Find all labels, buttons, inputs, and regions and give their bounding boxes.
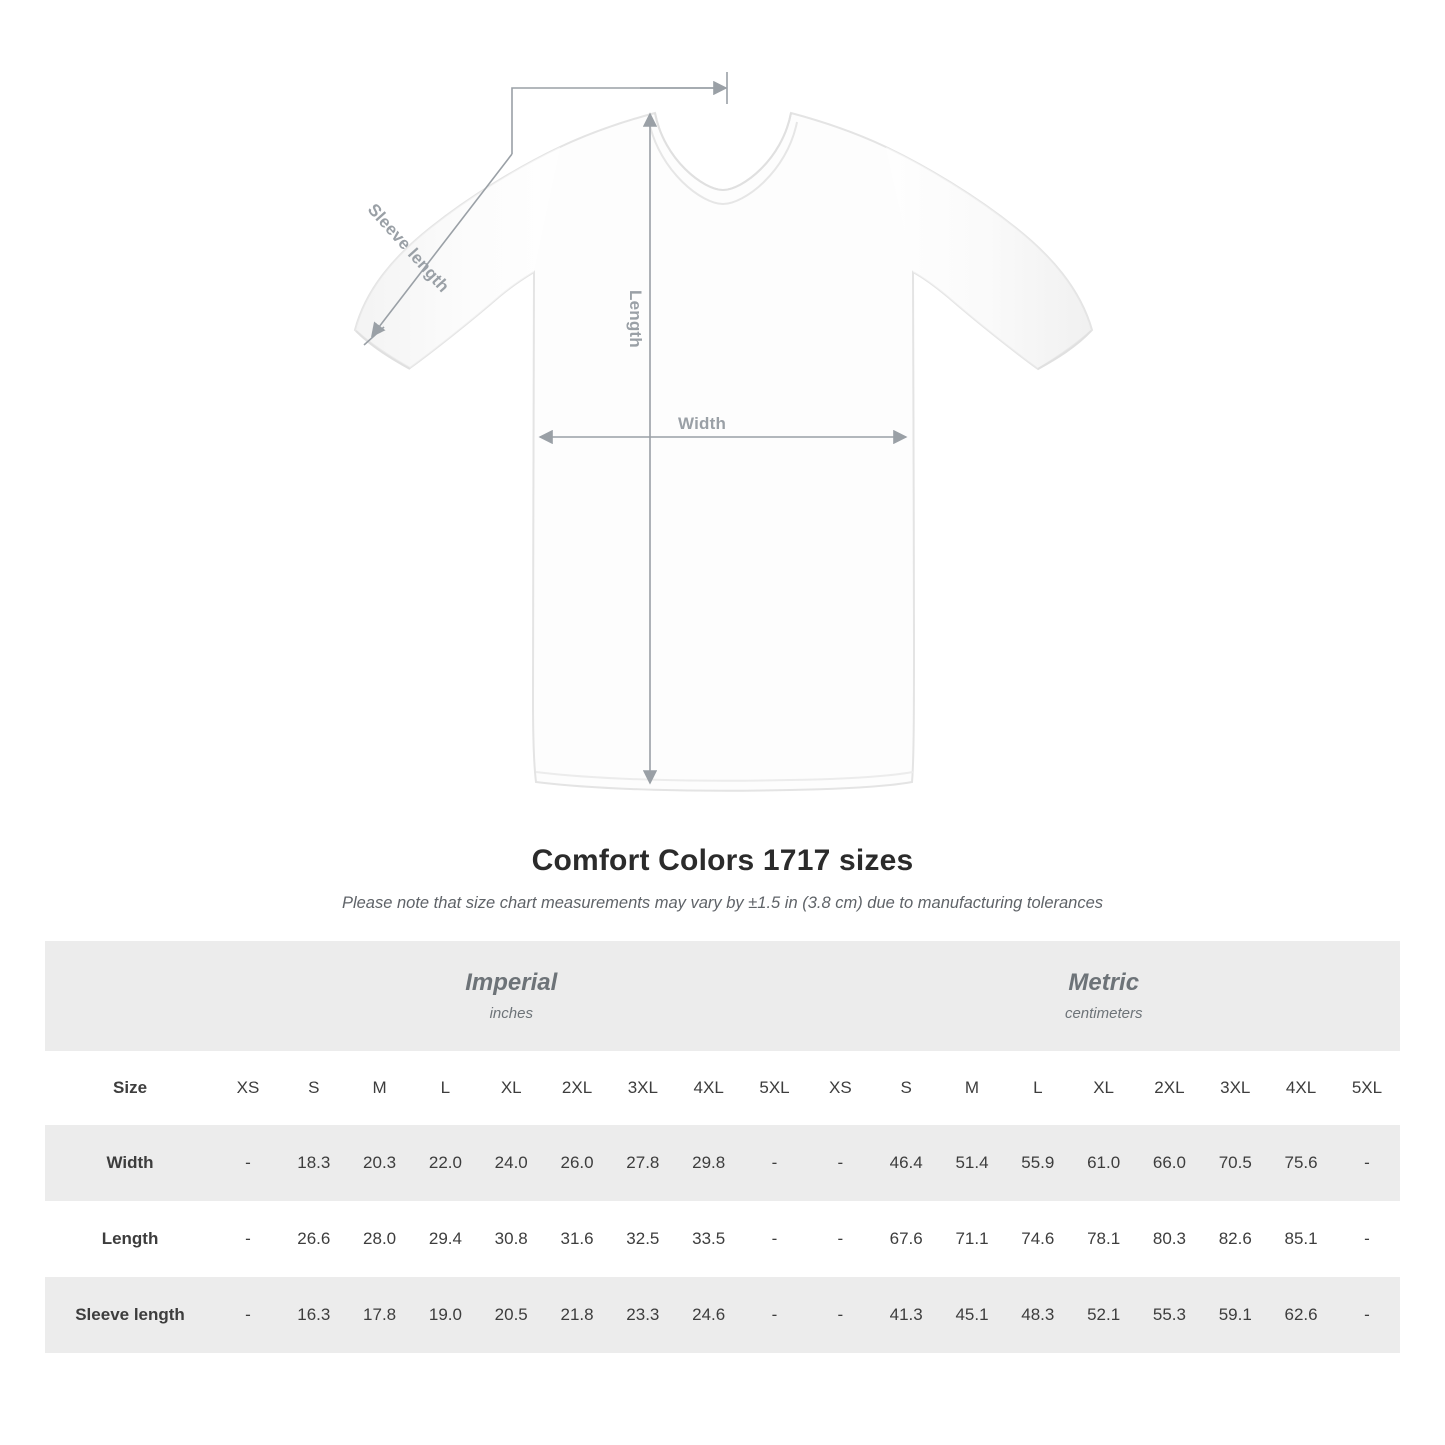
size-col-l-met: L [1005, 1051, 1071, 1125]
cell: 46.4 [873, 1125, 939, 1201]
size-header-row [45, 1051, 1400, 1125]
cell: 80.3 [1152, 1229, 1186, 1248]
cell: - [807, 1277, 873, 1353]
unit-metric [807, 941, 1400, 1051]
cell: 70.5 [1202, 1125, 1268, 1201]
cell: - [771, 1229, 778, 1248]
cell: 55.9 [1005, 1125, 1071, 1201]
cell: 51.4 [939, 1125, 1005, 1201]
cell: 48.3 [1005, 1277, 1071, 1353]
cell: 16.3 [281, 1277, 347, 1353]
unit-header-row [45, 941, 1400, 1051]
cell: 71.1 [955, 1229, 989, 1248]
title-block [0, 844, 1445, 913]
unit-imperial [215, 941, 807, 1051]
size-col-xl-met: XL [1071, 1051, 1137, 1125]
table-row [45, 1125, 1400, 1201]
cell: 41.3 [873, 1277, 939, 1353]
cell: 23.3 [610, 1277, 676, 1353]
cell: 67.6 [889, 1229, 923, 1248]
cell: - [245, 1229, 251, 1248]
row-label-length: Length [101, 1229, 159, 1248]
cell: - [837, 1229, 844, 1248]
cell: - [215, 1125, 281, 1201]
cell: 31.6 [560, 1229, 594, 1248]
size-col-s-met: S [873, 1051, 939, 1125]
size-col-2xl-met: 2XL [1137, 1051, 1203, 1125]
size-col-5xl-met: 5XL [1334, 1051, 1400, 1125]
size-col-xs-met: XS [807, 1051, 873, 1125]
cell: 85.1 [1284, 1229, 1318, 1248]
cell: 78.1 [1087, 1229, 1121, 1248]
cell: - [1334, 1277, 1400, 1353]
size-col-m-imp: M [347, 1051, 413, 1125]
cell: 26.0 [544, 1125, 610, 1201]
row-label-sleeve-length: Sleeve length [45, 1277, 215, 1353]
size-col-2xl-imp: 2XL [544, 1051, 610, 1125]
cell: 82.6 [1218, 1229, 1252, 1248]
cell: 75.6 [1268, 1125, 1334, 1201]
cell: - [742, 1277, 808, 1353]
cell: 27.8 [610, 1125, 676, 1201]
cell: 17.8 [347, 1277, 413, 1353]
cell: 33.5 [692, 1229, 726, 1248]
table-row [45, 1277, 1400, 1353]
cell: 24.0 [478, 1125, 544, 1201]
size-col-l-imp: L [413, 1051, 479, 1125]
cell: 32.5 [626, 1229, 660, 1248]
size-table [45, 941, 1400, 1353]
cell: 18.3 [281, 1125, 347, 1201]
size-table-wrap [45, 941, 1400, 1353]
cell: - [1364, 1229, 1370, 1248]
cell: 20.3 [347, 1125, 413, 1201]
size-col-xl-imp: XL [478, 1051, 544, 1125]
cell: 20.5 [478, 1277, 544, 1353]
cell: - [1334, 1125, 1400, 1201]
size-col-4xl-met: 4XL [1268, 1051, 1334, 1125]
sleeve-length-label: Sleeve length [363, 200, 454, 297]
cell: 30.8 [494, 1229, 528, 1248]
row-label-width: Width [45, 1125, 215, 1201]
cell: 28.0 [363, 1229, 397, 1248]
unit-imperial-name: Imperial [465, 969, 558, 997]
table-row [45, 1201, 1400, 1277]
size-col-4xl-imp: 4XL [676, 1051, 742, 1125]
chart-note: Please note that size chart measurements may vary by ±1.5 in (3.8 cm) due to manufacturing tolerances [341, 894, 1104, 912]
unit-metric-name: Metric [1068, 969, 1140, 997]
size-col-3xl-imp: 3XL [610, 1051, 676, 1125]
cell: 26.6 [297, 1229, 331, 1248]
cell: 55.3 [1137, 1277, 1203, 1353]
size-col-3xl-met: 3XL [1202, 1051, 1268, 1125]
chart-title: Comfort Colors 1717 sizes [531, 844, 914, 877]
cell: 61.0 [1071, 1125, 1137, 1201]
cell: - [807, 1125, 873, 1201]
width-label: Width [678, 414, 727, 433]
size-header-label: Size [45, 1051, 215, 1125]
cell: 52.1 [1071, 1277, 1137, 1353]
size-col-m-met: M [939, 1051, 1005, 1125]
unit-imperial-sub: inches [489, 1004, 533, 1022]
cell: 29.4 [428, 1229, 462, 1248]
cell: 19.0 [413, 1277, 479, 1353]
cell: 62.6 [1268, 1277, 1334, 1353]
cell: - [215, 1277, 281, 1353]
cell: 24.6 [676, 1277, 742, 1353]
unit-metric-sub: centimeters [1064, 1004, 1143, 1022]
cell: 21.8 [544, 1277, 610, 1353]
cell: 59.1 [1202, 1277, 1268, 1353]
size-col-xs-imp: XS [215, 1051, 281, 1125]
unit-spacer [45, 941, 215, 1051]
cell: 22.0 [413, 1125, 479, 1201]
cell: 66.0 [1137, 1125, 1203, 1201]
cell: 29.8 [676, 1125, 742, 1201]
cell: 74.6 [1021, 1229, 1055, 1248]
length-label: Length [626, 290, 645, 348]
size-col-5xl-imp: 5XL [742, 1051, 808, 1125]
cell: - [742, 1125, 808, 1201]
size-col-s-imp: S [281, 1051, 347, 1125]
cell: 45.1 [939, 1277, 1005, 1353]
